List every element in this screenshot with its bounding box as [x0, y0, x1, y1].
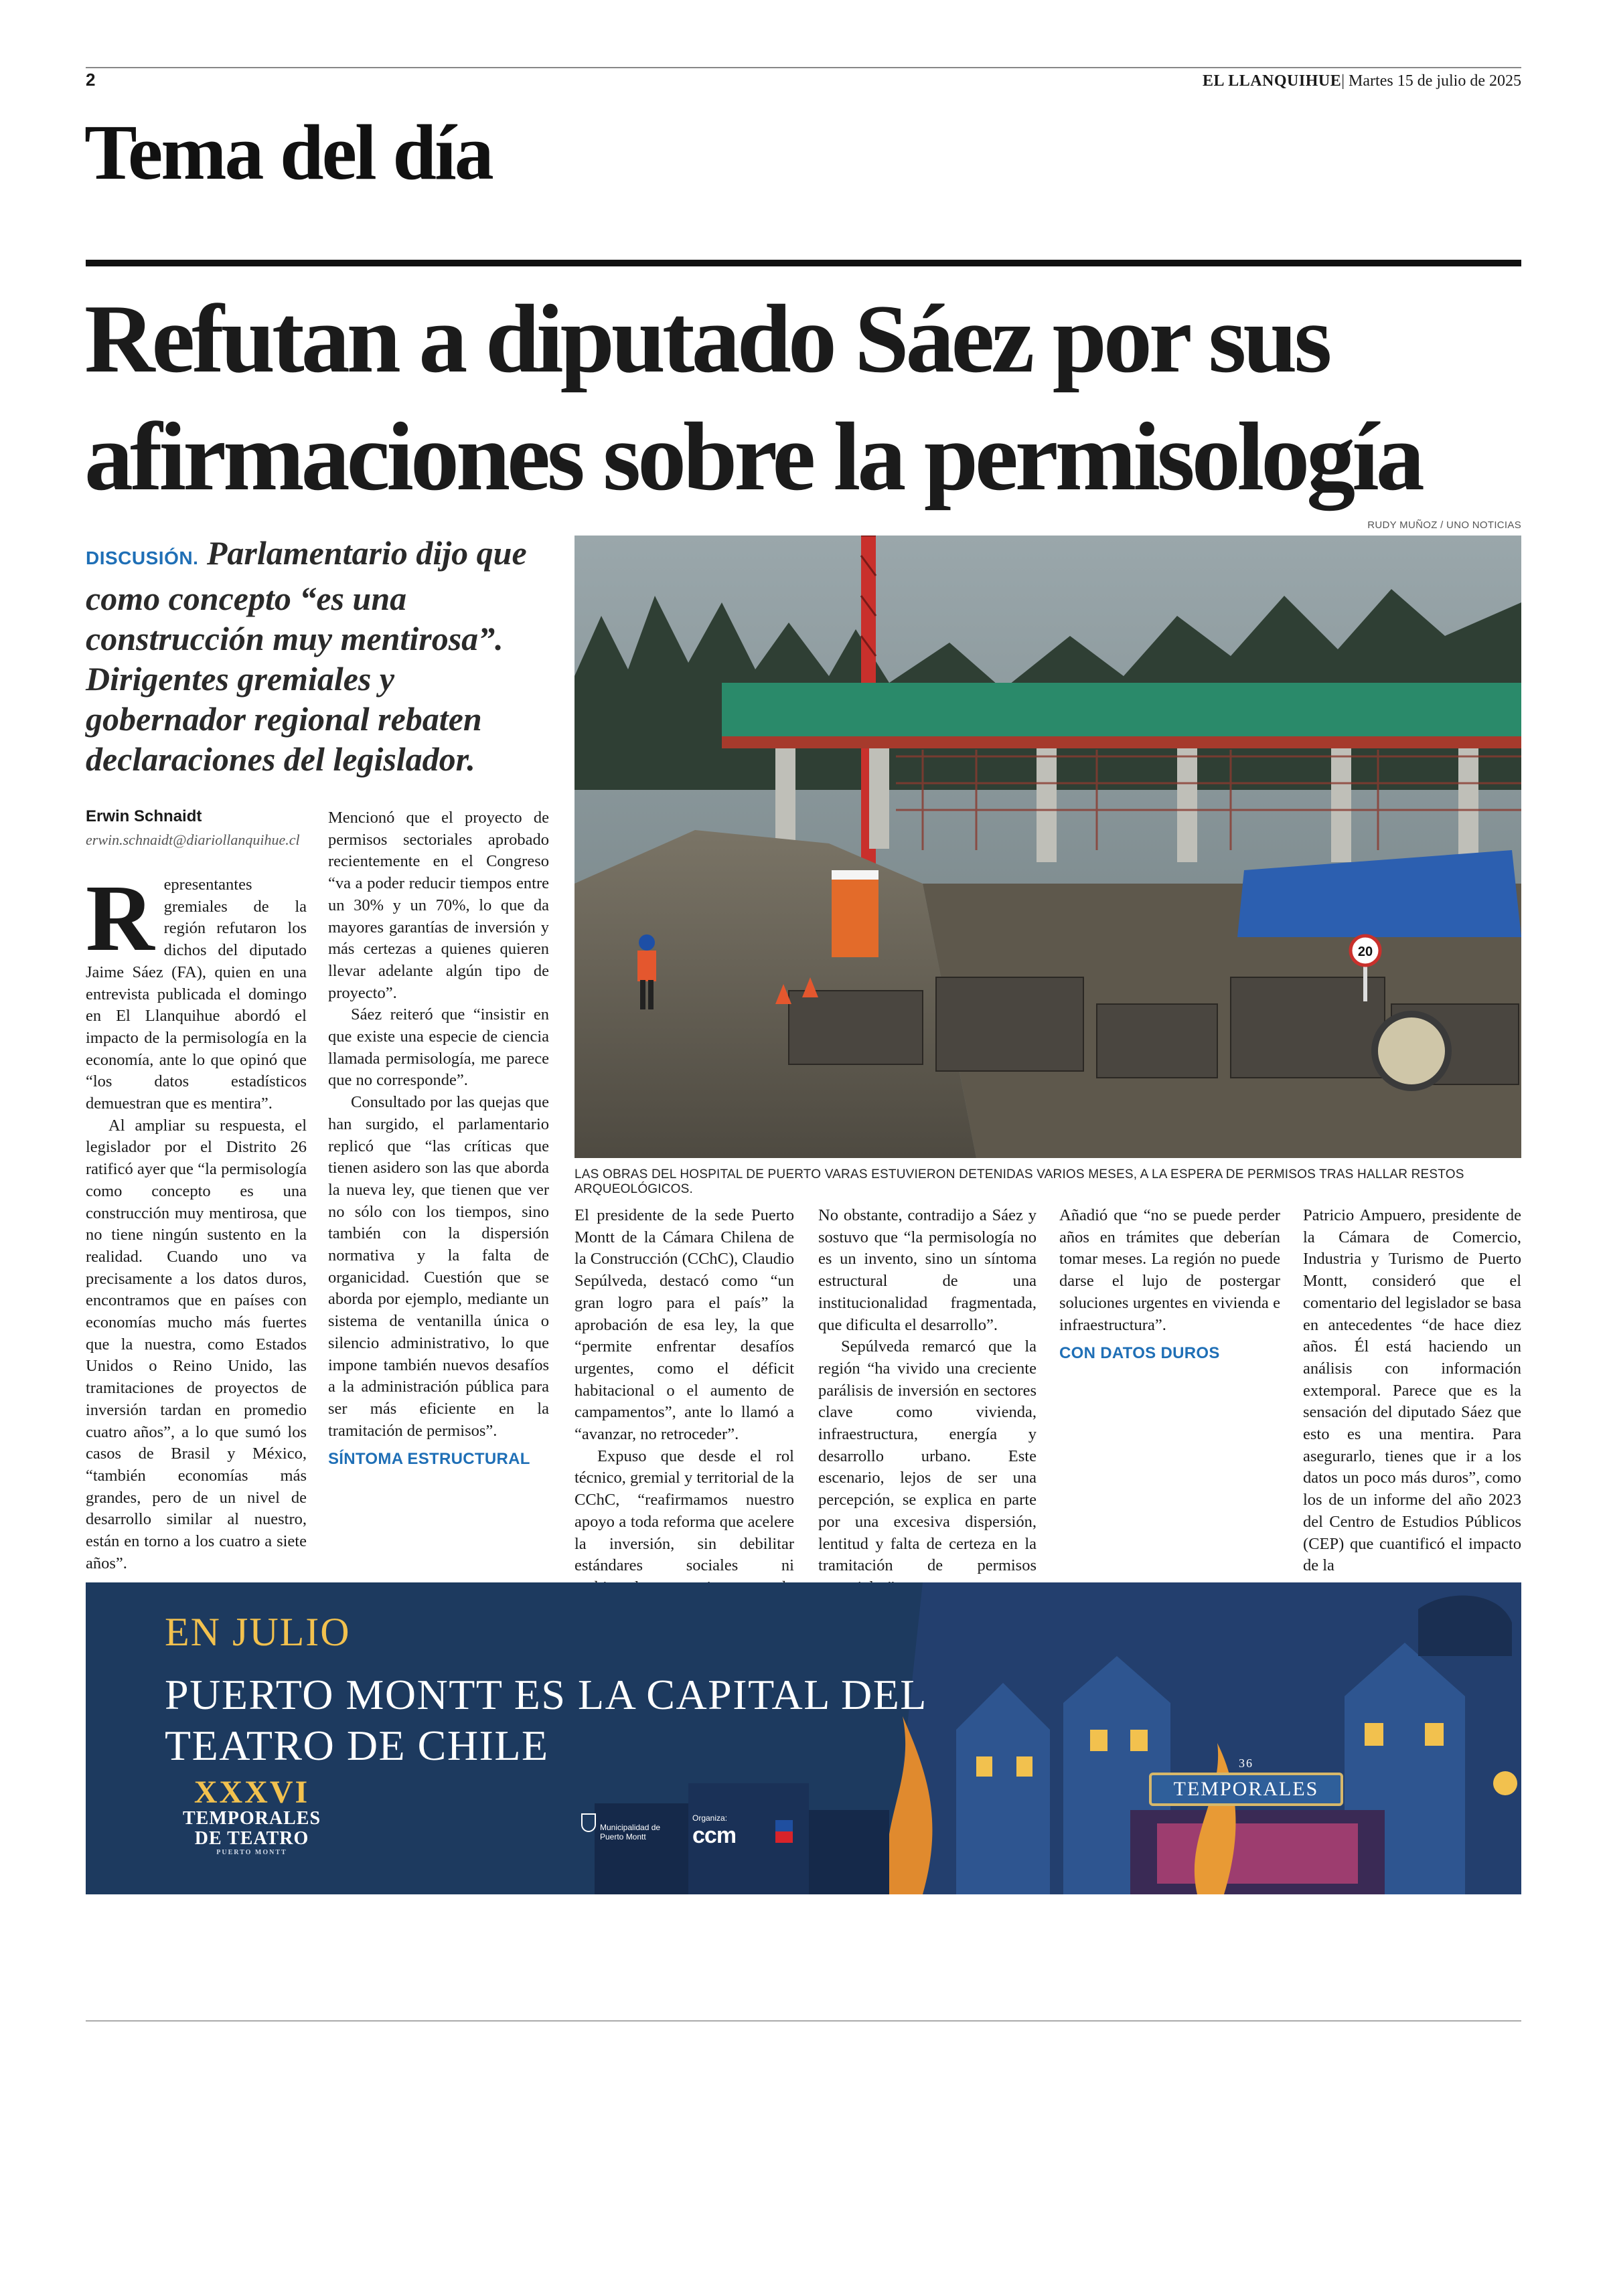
stage-sign	[1149, 1756, 1343, 1806]
ad-headline-top: EN JULIO	[165, 1610, 351, 1654]
construction-site-photo	[575, 536, 1521, 1158]
sponsor-municipality: Municipalidad de Puerto Montt	[600, 1823, 661, 1841]
article-paragraph-8: No obstante, contradijo a Sáez y sostuvo que “la permisología no es un invento, sino un síntoma estructural de una institucionalidad fragmentada, que dificulta el desarrollo”.	[818, 1206, 1037, 1334]
page-number: 2	[86, 70, 96, 90]
article-paragraph-4: Sáez reiteró que “insistir en que existe una especie de ciencia llamada permisología, me parece que no corresponde”.	[328, 1005, 549, 1090]
government-flag-icon	[775, 1820, 793, 1843]
photo-caption: LAS OBRAS DEL HOSPITAL DE PUERTO VARAS ESTUVIERON DETENIDAS VARIOS MESES, A LA ESPERA DE PERMISOS TRAS HALLAR RESTOS ARQUEOLÓGICOS.	[575, 1167, 1464, 1196]
article-paragraph-10: Añadió que “no se puede perder años en trámites que deberían tomar meses. La región no puede darse el lujo de postergar soluciones urgentes en vivienda e infraestructura”.	[1059, 1206, 1280, 1334]
article-paragraph-1: epresentantes gremiales de la región refutaron los dichos del diputado Jaime Sáez (FA), quien en una entrevista publicada el domingo en El Llanquihue abordó el impacto de la permisología en la economía, ante lo que opinó que “los datos estadísticos demuestran que es mentira”.	[86, 876, 307, 1113]
article-column-4	[818, 1205, 1037, 1599]
lede-text: Parlamentario dijo que como concepto “es una construcción muy mentirosa”. Dirigentes gremiales y gobernador regional rebaten declaraciones del legislador.	[86, 534, 527, 778]
newspaper-name: EL LLANQUIHUE	[1203, 72, 1342, 90]
article-paragraph-5: Consultado por las quejas que han surgido, el parlamentario replicó que “las críticas que tienen asidero son las que aborda la nueva ley, que tienen que ver no sólo con los tiempos, sino también con la dispersión normativa y la falta de organicidad. Cuestión que se aborda por ejemplo, mediante un sistema de ventanilla única o silencio administrativo, lo que impone también nuevos desafíos a la administración pública para ser más eficiente en la tramitación de permisos”.	[328, 1093, 549, 1440]
article-paragraph-3: Mencionó que el proyecto de permisos sectoriales aprobado recientemente en el Congreso “va a poder reducir tiempos entre un 30% y un 70%, lo que da mayores garantías de inversión y más certezas a quienes quieren llevar adelante algún tipo de proyecto”.	[328, 809, 549, 1002]
article-column-1	[86, 865, 307, 1575]
ad-sponsors	[581, 1813, 996, 1854]
article-lede	[86, 533, 554, 779]
photo-illustration	[575, 536, 1521, 1158]
article-paragraph-9: Sepúlveda remarcó que la región “ha vivido una creciente parálisis de inversión en sectores clave como vivienda, infraestructura, energía y desarrollo urbano. Este escenario, lejos de ser una percepción, se explica en parte por una excesiva dispersión, lentitud y falta de certeza en la tramitación de permisos	[818, 1337, 1037, 1575]
article-paragraph-7: Expuso que desde el rol técnico, gremial y territorial de la CChC, “reafirmamos nuestro apoyo a toda reforma que acelere la inversión, sin debilitar estándares sociales ni	[575, 1447, 794, 1575]
theatre-festival-ad[interactable]	[86, 1582, 1521, 1894]
logo-de-teatro: DE TEATRO	[194, 1828, 309, 1849]
speed-sign-number: 20	[1357, 945, 1373, 959]
article-column-3	[575, 1205, 794, 1643]
stage-sign-number: 36	[1239, 1756, 1253, 1770]
temporales-logo	[165, 1777, 339, 1856]
article-column-2	[328, 807, 549, 1471]
section-title: Tema del día	[84, 108, 492, 196]
article-column-6	[1303, 1205, 1521, 1577]
byline-email[interactable]: erwin.schnaidt@diariollanquihue.cl	[86, 831, 300, 848]
subhead-sintoma: SÍNTOMA ESTRUCTURAL	[328, 1450, 530, 1469]
lede-kicker: DISCUSIÓN.	[86, 548, 199, 568]
logo-roman-numeral: XXXVI	[194, 1775, 310, 1810]
logo-temporales: TEMPORALES	[182, 1808, 321, 1829]
bottom-rule	[86, 2020, 1521, 2022]
ad-headline-main: PUERTO MONTT ES LA CAPITAL DEL TEATRO DE CHILE	[165, 1671, 926, 1769]
article-paragraph-6: El presidente de la sede Puerto Montt de la Cámara Chilena de la Construcción (CChC), Claudio Sepúlveda, destacó como “un gran logro para el país” la aprobación de esa ley, la que “permite enfrentar desafíos urgentes, como el déficit habitacional o el aumento de campamentos”, ante lo llamó a “avanzar, no retroceder”.	[575, 1206, 794, 1444]
article-headline: Refutan a diputado Sáez por sus afirmaciones sobre la permisología	[84, 284, 1422, 511]
section-rule	[86, 260, 1521, 266]
sponsor-ccm-logo: ccm	[692, 1823, 737, 1848]
stage-sign-text: TEMPORALES	[1173, 1778, 1319, 1800]
header-separator: |	[1341, 72, 1345, 90]
sponsor-organiza-label: Organiza:	[692, 1813, 728, 1823]
subhead-datos-duros: CON DATOS DUROS	[1059, 1344, 1220, 1363]
article-column-5	[1059, 1205, 1280, 1365]
logo-city: PUERTO MONTT	[216, 1849, 287, 1856]
photo-credit: RUDY MUÑOZ / UNO NOTICIAS	[1367, 519, 1521, 531]
header-rule	[86, 67, 1521, 68]
article-paragraph-2: Al ampliar su respuesta, el legislador por el Distrito 26 ratificó ayer que “la permisología como concepto es una construcción muy mentirosa, que no tiene ningún sustento en la realidad. Cuando uno va precisamente a los datos duros, encontramos que en países con economías mucho más fuertes que la nuestra, como Estados Unidos o Reino Unido, las tramitaciones de proyectos de inversión tardan en promedio cuatro años”, a lo que sumó los casos de Brasil y México, “también economías más grandes, pero de un nivel de desarrollo similar al nuestro, están en torno a los cuatro a siete años”.	[86, 1116, 307, 1572]
dropcap: R	[86, 865, 155, 971]
newspaper-info	[1203, 72, 1521, 90]
issue-date: Martes 15 de julio de 2025	[1349, 72, 1521, 90]
byline-author: Erwin Schnaidt	[86, 807, 202, 825]
article-paragraph-11: Patricio Ampuero, presidente de la Cámara de Comercio, Industria y Turismo de Puerto Montt, consideró que el comentario del legislador se basa en antecedentes “de hace diez años. Él está haciendo un análisis con información extemporal. Parece que es la sensación del diputado Sáez que esto es una mentira. Para asegurarlo, tienes que ir a los datos un poco más duros”, como los de un informe del año 2023 del Centro de Estudios Públicos (CEP) que cuantificó el impacto de la	[1303, 1206, 1521, 1575]
